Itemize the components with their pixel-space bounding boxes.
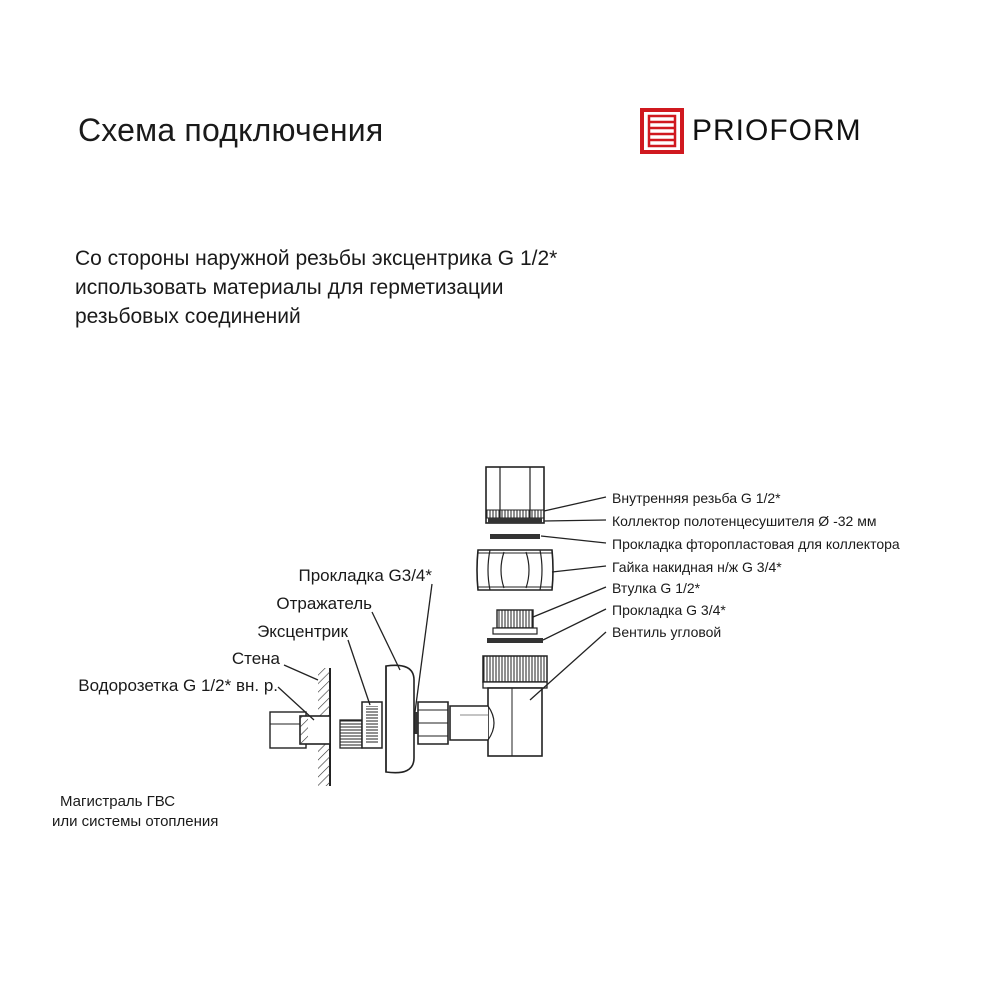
gasket-34-part (487, 638, 543, 643)
label-ptfe-gasket: Прокладка фторопластовая для коллектора (612, 536, 900, 552)
note-line-2: использовать материалы для герметизации (75, 276, 504, 299)
bushing-part (493, 610, 537, 634)
label-gasket-g34-left: Прокладка G3/4* (298, 566, 432, 585)
label-union-nut: Гайка накидная н/ж G 3/4* (612, 559, 782, 575)
brand-name: PRIOFORM (692, 114, 862, 147)
label-internal-thread: Внутренняя резьба G 1/2* (612, 490, 781, 506)
label-main-line-2: или системы отопления (52, 813, 219, 830)
water-socket-part (270, 712, 330, 748)
label-main-line-1: Магистраль ГВС (60, 793, 176, 810)
label-eccentric: Эксцентрик (257, 622, 348, 641)
note-line-1: Со стороны наружной резьбы эксцентрика G 1/2* (75, 247, 558, 270)
ptfe-gasket-part (490, 534, 540, 539)
eccentric-part (340, 702, 382, 748)
label-bushing: Втулка G 1/2* (612, 580, 701, 596)
collector-part (486, 467, 544, 523)
angle-valve-part (450, 656, 547, 756)
union-nut-part (477, 550, 553, 590)
label-wall: Стена (231, 649, 280, 668)
label-reflector: Отражатель (276, 594, 372, 613)
horizontal-nut-part (412, 702, 448, 744)
label-water-socket: Водорозетка G 1/2* вн. р. (78, 676, 278, 695)
reflector-part (386, 665, 414, 772)
label-gasket-34: Прокладка G 3/4* (612, 602, 726, 618)
label-angle-valve: Вентиль угловой (612, 624, 722, 640)
label-collector: Коллектор полотенцесушителя Ø -32 мм (612, 513, 877, 529)
note-line-3: резьбовых соединений (75, 305, 301, 328)
page-title: Схема подключения (78, 112, 384, 148)
